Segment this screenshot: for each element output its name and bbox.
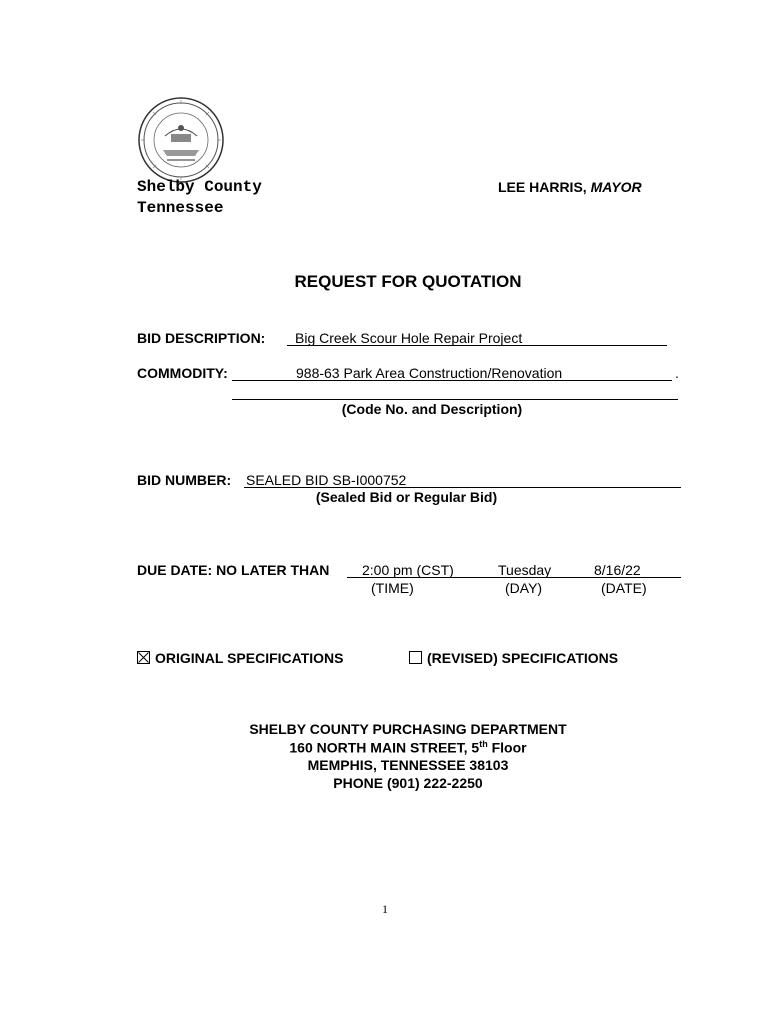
county-name-line2: Tennessee xyxy=(137,199,224,217)
bid-number-label: BID NUMBER: xyxy=(137,472,232,488)
original-specifications-label: ORIGINAL SPECIFICATIONS xyxy=(155,650,344,666)
bid-description-value: Big Creek Scour Hole Repair Project xyxy=(295,330,523,346)
department-address-main: 160 NORTH MAIN STREET, 5 xyxy=(289,739,480,756)
commodity-value: 988-63 Park Area Construction/Renovation xyxy=(296,365,563,381)
department-phone: PHONE (901) 222-2250 xyxy=(333,775,483,791)
commodity-second-underline xyxy=(232,399,678,400)
due-date-label: DUE DATE: NO LATER THAN xyxy=(137,562,330,578)
bid-description-label: BID DESCRIPTION: xyxy=(137,330,266,346)
due-day-caption: (DAY) xyxy=(505,580,543,596)
department-address-sup: th xyxy=(479,739,488,749)
bid-number-caption: (Sealed Bid or Regular Bid) xyxy=(315,489,498,505)
due-day-value: Tuesday xyxy=(498,562,552,578)
department-city: MEMPHIS, TENNESSEE 38103 xyxy=(307,757,509,773)
due-date-value: 8/16/22 xyxy=(594,562,641,578)
commodity-caption: (Code No. and Description) xyxy=(341,401,523,417)
bid-number-value: SEALED BID SB-I000752 xyxy=(246,472,407,488)
checkbox-x-icon xyxy=(138,652,149,663)
department-name: SHELBY COUNTY PURCHASING DEPARTMENT xyxy=(249,721,567,737)
due-time-caption: (TIME) xyxy=(371,580,414,596)
due-time-value: 2:00 pm (CST) xyxy=(362,562,454,578)
revised-specifications-checkbox[interactable] xyxy=(409,651,422,664)
county-seal-logo xyxy=(137,96,225,184)
due-date-caption: (DATE) xyxy=(601,580,647,596)
department-address-floor: Floor xyxy=(491,739,527,756)
original-specifications-checkbox[interactable] xyxy=(137,651,150,664)
mayor-line xyxy=(498,179,642,195)
mayor-title: MAYOR xyxy=(590,179,642,195)
revised-specifications-label: (REVISED) SPECIFICATIONS xyxy=(427,650,619,666)
commodity-trailing: . xyxy=(675,365,679,381)
page-title: REQUEST FOR QUOTATION xyxy=(294,272,522,291)
mayor-name: LEE HARRIS, xyxy=(498,179,587,195)
page-number: 1 xyxy=(382,902,388,916)
county-name-line1: Shelby County xyxy=(137,178,262,196)
commodity-label: COMMODITY: xyxy=(137,365,228,381)
department-address xyxy=(0,739,770,756)
